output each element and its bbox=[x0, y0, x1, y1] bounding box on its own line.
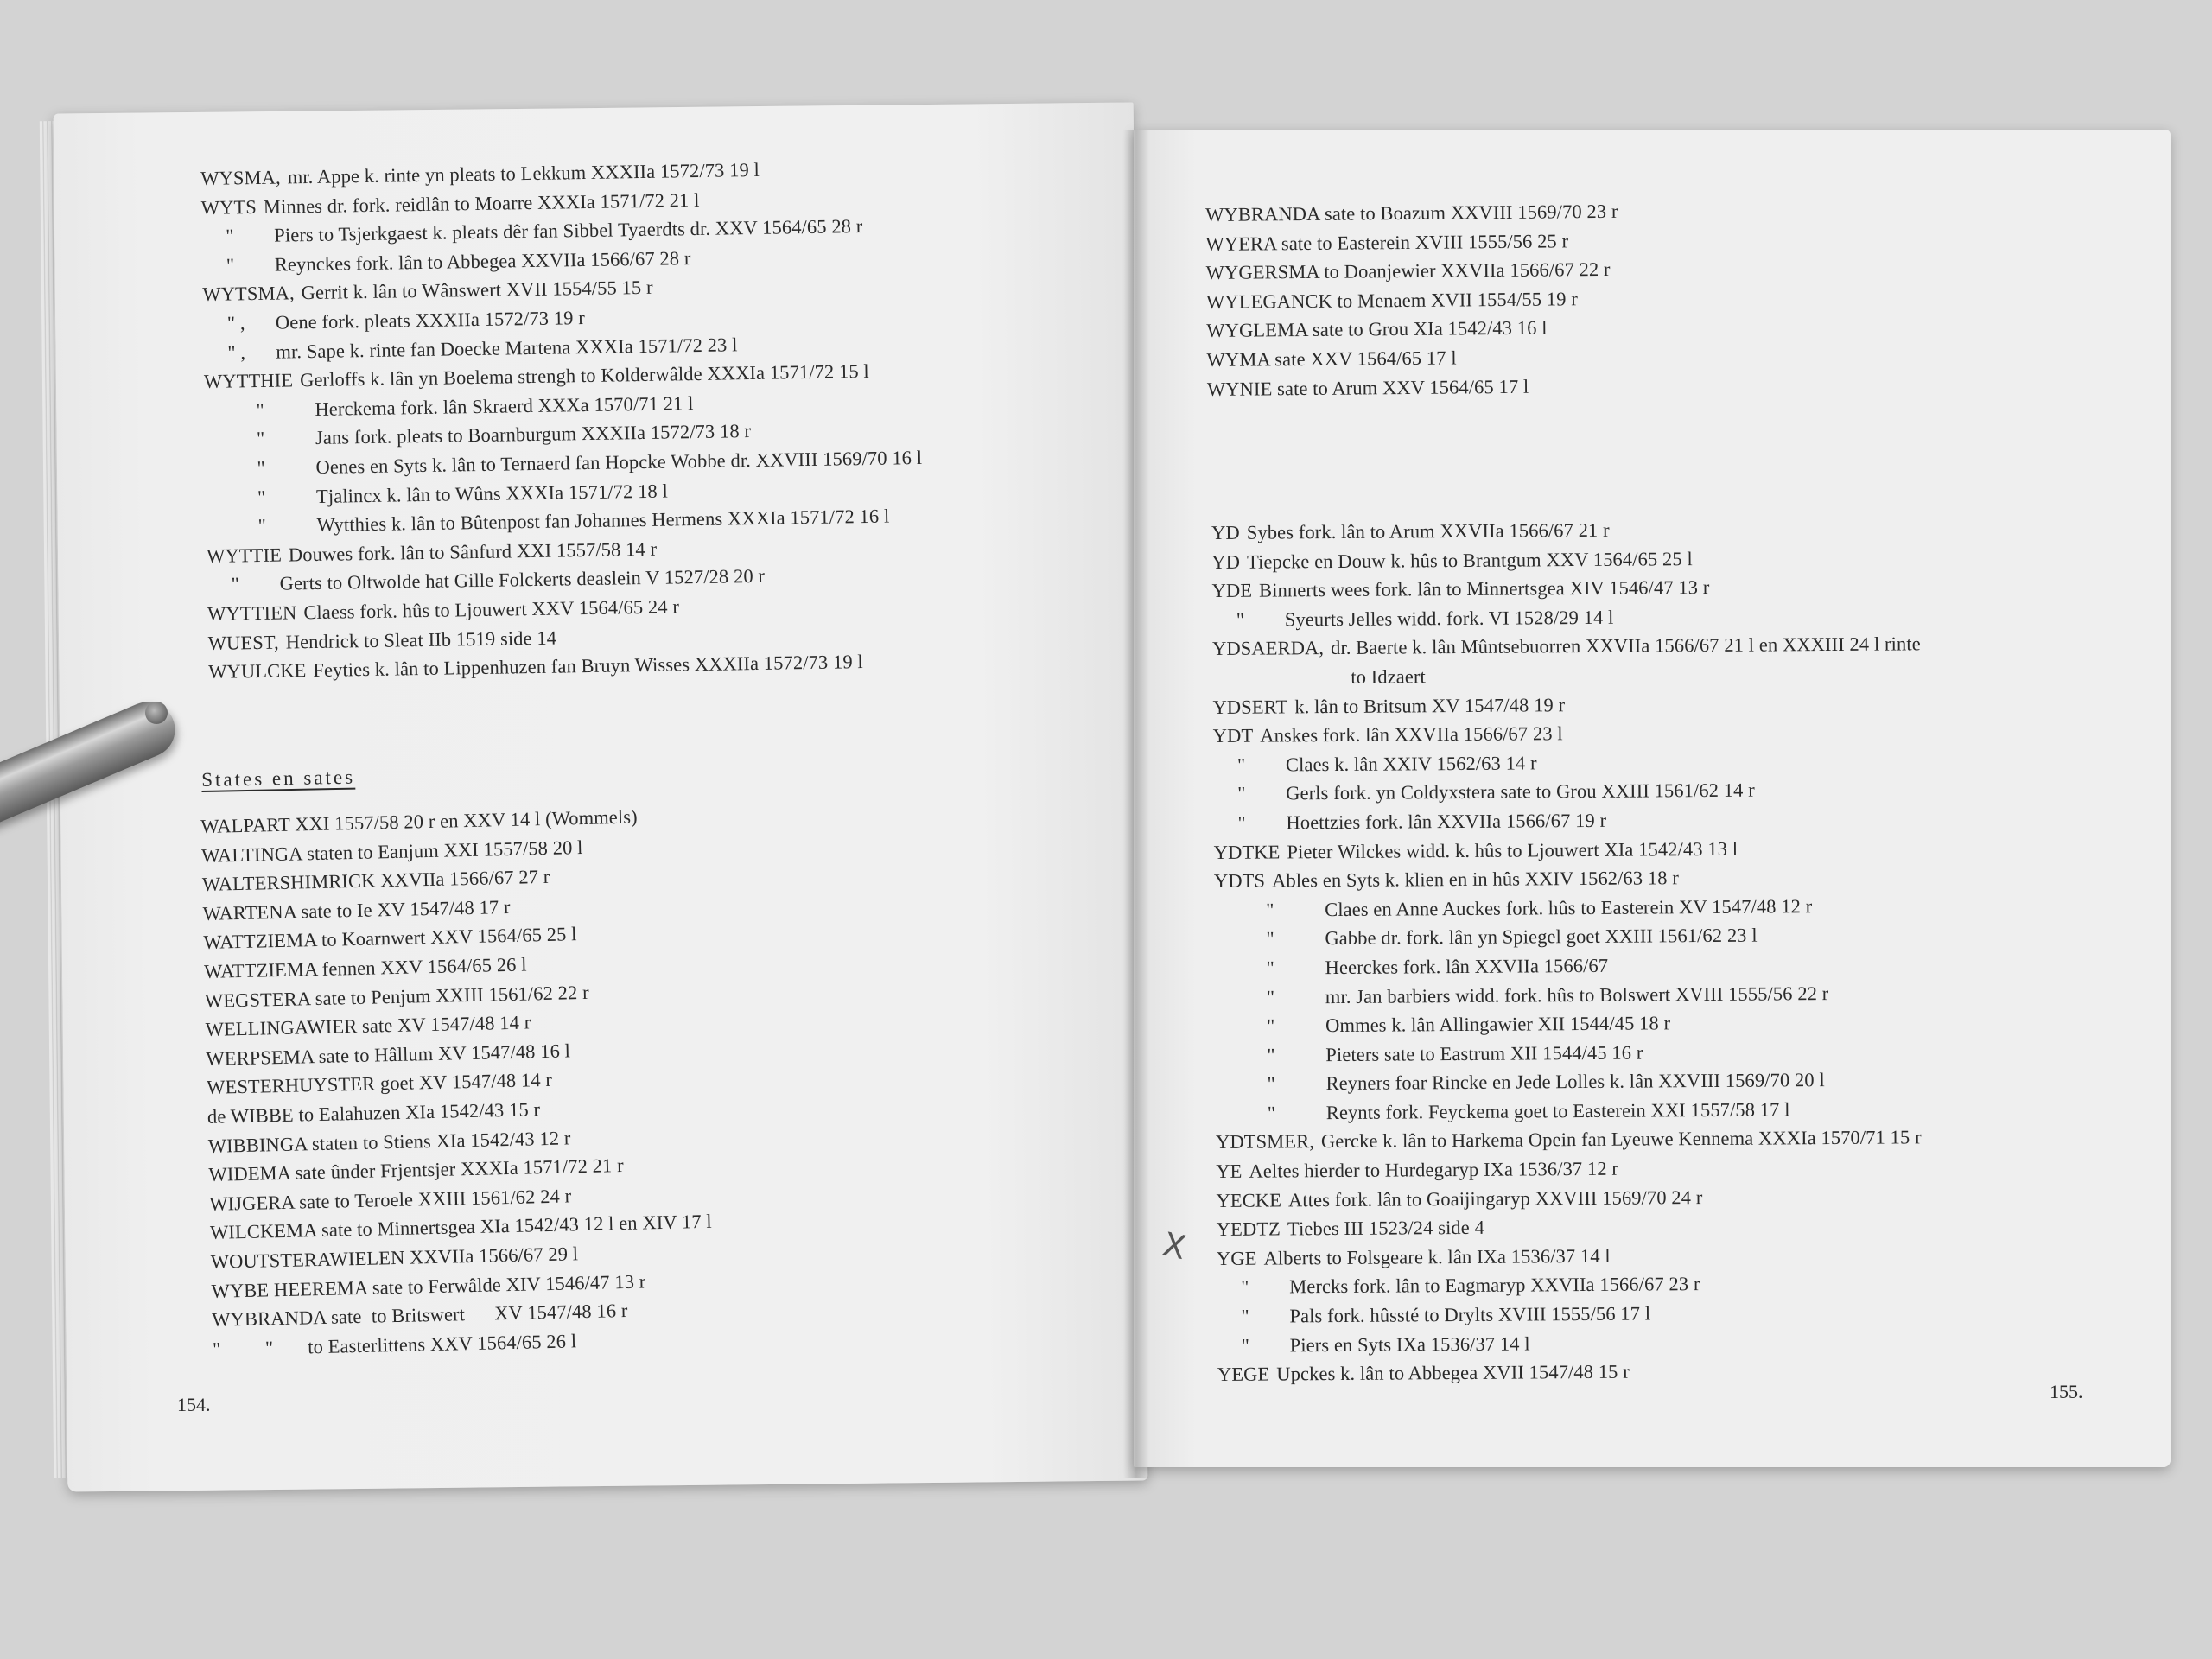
entry-text: Reyners foar Rincke en Jede Lolles k. lân XXVIII 1569/70 20 l bbox=[1325, 1069, 1825, 1095]
entry-name: " bbox=[1241, 1276, 1249, 1299]
entry-name: WYTTHIE bbox=[203, 369, 294, 393]
entry-name: YEDTZ bbox=[1216, 1217, 1281, 1241]
states-list bbox=[200, 801, 715, 1363]
entry-name: " bbox=[231, 573, 240, 595]
margin-x-mark: X bbox=[1159, 1224, 1190, 1268]
entry-name: WYTTIEN bbox=[207, 601, 297, 625]
entry-text: Attes fork. lân to Goaijingaryp XXVIII 1569/70 24 r bbox=[1287, 1185, 1703, 1211]
entry-name: " bbox=[256, 428, 265, 450]
entry-name: " bbox=[257, 456, 266, 479]
entry-line bbox=[1214, 891, 1923, 925]
entry-line bbox=[1214, 833, 1923, 867]
entry-name: YE bbox=[1216, 1160, 1243, 1183]
entry-text: Piers to Tsjerkgaest k. pleats dêr fan Sibbel Tyaerdts dr. XXV 1564/65 28 r bbox=[274, 215, 863, 246]
entry-line: WALTINGA staten to Eanjum XXI 1557/58 20 l bbox=[200, 836, 583, 867]
entry-line bbox=[1211, 571, 1920, 605]
section-heading: States en sates bbox=[201, 766, 356, 791]
entry-name: " bbox=[226, 254, 235, 276]
entry-text: Tjalincx k. lân to Wûns XXXIa 1571/72 18 l bbox=[315, 480, 669, 507]
left-page-entries bbox=[200, 153, 925, 687]
entry-name: YDSERT bbox=[1212, 695, 1288, 718]
entry-text: Alberts to Folsgeare k. lân IXa 1536/37 14 l bbox=[1263, 1244, 1611, 1269]
entry-line bbox=[1215, 978, 1923, 1012]
entry-line bbox=[1212, 601, 1921, 634]
entry-text: Syeurts Jelles widd. fork. VI 1528/29 14 l bbox=[1284, 606, 1614, 631]
entry-text: Minnes dr. fork. reidlân to Moarre XXXIa 1571/72 21 l bbox=[263, 188, 700, 218]
entry-name: WUEST, bbox=[207, 631, 279, 654]
page-number-left: 154. bbox=[177, 1394, 211, 1415]
entry-text: Tiebes III 1523/24 side 4 bbox=[1287, 1217, 1484, 1240]
entry-name: " bbox=[1267, 1044, 1275, 1066]
entry-line bbox=[1217, 1211, 1925, 1244]
entry-text: Gerloffs k. lân yn Boelema strengh to Kolderwâlde XXXIa 1571/72 15 l bbox=[299, 360, 869, 391]
entry-text: mr. Appe k. rinte yn pleats to Lekkum XXXIIa 1572/73 19 l bbox=[287, 158, 760, 188]
entry-text: Claes k. lân XXIV 1562/63 14 r bbox=[1285, 752, 1537, 776]
entry-name: YDTKE bbox=[1213, 840, 1281, 863]
entry-text: Oenes en Syts k. lân to Ternaerd fan Hopcke Wobbe dr. XXVIII 1569/70 16 l bbox=[315, 446, 923, 478]
entry-name: YDE bbox=[1211, 579, 1253, 602]
entry-text: Feyties k. lân to Lippenhuzen fan Bruyn Wisses XXXIIa 1572/73 19 l bbox=[313, 651, 863, 682]
entry-name: " bbox=[226, 225, 234, 247]
entry-line: WYGLEMA sate to Grou XIa 1542/43 16 l bbox=[1206, 316, 1548, 342]
entry-line: WYNIE sate to Arum XXV 1564/65 17 l bbox=[1206, 375, 1529, 400]
entry-name: " bbox=[1266, 927, 1274, 950]
entry-name: " bbox=[1236, 608, 1245, 631]
entry-text: Pieter Wilckes widd. k. hûs to Ljouwert XIa 1542/43 13 l bbox=[1287, 837, 1738, 862]
entry-line bbox=[1213, 775, 1922, 809]
entry-text: Claess fork. hûs to Ljouwert XXV 1564/65 24 r bbox=[303, 595, 680, 624]
entry-line: WELLINGAWIER sate XV 1547/48 14 r bbox=[205, 1011, 531, 1041]
entry-text: Anskes fork. lân XXVIIa 1566/67 23 l bbox=[1260, 722, 1563, 747]
entry-text: Gerts to Oltwolde hat Gille Folckerts deaslein V 1527/28 20 r bbox=[279, 565, 766, 594]
entry-name: " bbox=[1267, 1102, 1276, 1124]
entry-name: " , bbox=[226, 312, 245, 334]
entry-text: mr. Sape k. rinte fan Doecke Martena XXXIa 1571/72 23 l bbox=[276, 333, 738, 363]
entry-name: " bbox=[1241, 1334, 1250, 1357]
page-number-right: 155. bbox=[2050, 1381, 2083, 1402]
entry-text: Gerrit k. lân to Wânswert XVII 1554/55 15 r bbox=[301, 276, 653, 304]
entry-name: WYTTIE bbox=[206, 543, 283, 567]
entry-line bbox=[1215, 1007, 1923, 1040]
entry-line: WALTERSHIMRICK XXVIIa 1566/67 27 r bbox=[201, 866, 550, 896]
entry-line bbox=[1213, 716, 1922, 750]
entry-line: WYERA sate to Easterein XVIII 1555/56 25 r bbox=[1205, 229, 1569, 255]
entry-line: WYBRANDA sate to Boazum XXVIII 1569/70 23 r bbox=[1205, 200, 1618, 226]
entry-line bbox=[1212, 688, 1921, 721]
entry-line bbox=[1211, 513, 1920, 547]
entry-line: WEGSTERA sate to Penjum XXIII 1561/62 22 r bbox=[204, 981, 589, 1012]
right-page-entries bbox=[1211, 513, 1926, 1389]
entry-line bbox=[1214, 861, 1923, 895]
entry-line bbox=[1216, 1152, 1924, 1185]
entry-name: " bbox=[1266, 986, 1275, 1008]
entry-name: WYULCKE bbox=[208, 659, 307, 683]
entry-name: YGE bbox=[1216, 1247, 1257, 1269]
entry-line bbox=[1216, 1094, 1924, 1128]
entry-line: WOUTSTERAWIELEN XXVIIa 1566/67 29 l bbox=[210, 1243, 579, 1273]
entry-text: Sybes fork. lân to Arum XXVIIa 1566/67 21 r bbox=[1246, 518, 1610, 543]
entry-name: YDTSMER, bbox=[1215, 1130, 1315, 1154]
entry-text: Pals fork. hûssté to Drylts XVIII 1555/56 17 l bbox=[1289, 1302, 1651, 1327]
entry-text: Reynckes fork. lân to Abbegea XXVIIa 1566/67 28 r bbox=[274, 246, 691, 276]
entry-name: WYTSMA, bbox=[202, 282, 295, 306]
entry-name: YEGE bbox=[1217, 1363, 1270, 1386]
entry-name: WYTS bbox=[200, 195, 257, 219]
book-gutter bbox=[1123, 130, 1149, 1478]
entry-text: Heerckes fork. lân XXVIIa 1566/67 bbox=[1325, 954, 1609, 978]
entry-line: WATTZIEMA fennen XXV 1564/65 26 l bbox=[203, 953, 527, 982]
entry-name: " bbox=[257, 486, 266, 508]
entry-text: Binnerts wees fork. lân to Minnertsgea XIV 1546/47 13 r bbox=[1259, 576, 1710, 601]
entry-line: WYGERSMA to Doanjewier XXVIIa 1566/67 22 r bbox=[1205, 258, 1611, 284]
entry-line: WYLEGANCK to Menaem XVII 1554/55 19 r bbox=[1205, 288, 1578, 313]
entry-name: " bbox=[1266, 899, 1274, 921]
entry-name: " bbox=[1237, 811, 1246, 834]
entry-text: to Idzaert bbox=[1351, 665, 1426, 688]
entry-line: WATTZIEMA to Koarnwert XXV 1564/65 25 l bbox=[203, 923, 577, 954]
entry-name: " , bbox=[227, 340, 246, 364]
entry-text: k. lân to Britsum XV 1547/48 19 r bbox=[1294, 693, 1566, 717]
entry-line bbox=[1215, 1036, 1923, 1070]
entry-line: WYBE HEEREMA sate to Ferwâlde XIV 1546/47 13 r bbox=[211, 1269, 646, 1302]
entry-name: " bbox=[1237, 783, 1246, 805]
entry-name: " bbox=[1236, 753, 1246, 776]
entry-text: Ables en Syts k. klien en in hûs XXIV 1562/63 18 r bbox=[1271, 867, 1679, 892]
right-page-top-entries bbox=[1205, 197, 1619, 404]
entry-name: YDTS bbox=[1213, 869, 1266, 893]
entry-name: YECKE bbox=[1216, 1189, 1282, 1211]
entry-name: YD bbox=[1211, 550, 1241, 573]
entry-name: YD bbox=[1211, 521, 1240, 543]
entry-name: " bbox=[257, 514, 267, 537]
entry-name: YDSAERDA, bbox=[1211, 637, 1325, 660]
entry-line bbox=[1214, 920, 1923, 954]
entry-text: Tiepcke en Douw k. hûs to Brantgum XXV 1564/65 25 l bbox=[1246, 547, 1693, 573]
entry-text: Gercke k. lân to Harkema Opein fan Lyeuwe Kennema XXXIa 1570/71 15 r bbox=[1320, 1126, 1922, 1153]
entry-name: YDT bbox=[1212, 724, 1254, 747]
entry-line bbox=[1217, 1268, 1925, 1302]
entry-text: Hendrick to Sleat IIb 1519 side 14 bbox=[285, 626, 557, 653]
entry-name: " bbox=[1267, 1072, 1275, 1095]
entry-line: WILCKEMA sate to Minnertsgea XIa 1542/43 12 l en XIV 17 l bbox=[209, 1211, 712, 1244]
entry-text: Upckes k. lân to Abbegea XVII 1547/48 15 r bbox=[1276, 1360, 1630, 1385]
entry-line bbox=[1217, 1297, 1925, 1331]
entry-text: Mercks fork. lân to Eagmaryp XXVIIa 1566/67 23 r bbox=[1289, 1273, 1700, 1298]
entry-text: Jans fork. pleats to Boarnburgum XXXIIa 1572/73 18 r bbox=[315, 420, 752, 449]
entry-line: " " to Easterlittens XXV 1564/65 26 l bbox=[212, 1329, 577, 1360]
entry-text: Douwes fork. lân to Sânfurd XXI 1557/58 14 r bbox=[288, 537, 658, 566]
entry-name: " bbox=[1266, 957, 1275, 979]
entry-line: WARTENA sate to Ie XV 1547/48 17 r bbox=[202, 895, 511, 925]
entry-line: WALPART XXI 1557/58 20 r en XXV 14 l (Wommels) bbox=[200, 805, 638, 837]
entry-line bbox=[1211, 543, 1920, 576]
entry-line bbox=[1216, 1123, 1924, 1157]
entry-text: dr. Baerte k. lân Mûntsebuorren XXVIIa 1566/67 21 l en XXXIII 24 l rinte bbox=[1331, 632, 1921, 659]
entry-line: WIBBINGA staten to Stiens XIa 1542/43 12 r bbox=[207, 1126, 571, 1157]
entry-text: Gabbe dr. fork. lân yn Spiegel goet XXIII 1561/62 23 l bbox=[1325, 924, 1758, 950]
entry-text: Piers en Syts IXa 1536/37 14 l bbox=[1289, 1332, 1530, 1357]
entry-name: " bbox=[256, 398, 264, 421]
entry-line bbox=[1212, 658, 1921, 692]
entry-line bbox=[1217, 1326, 1926, 1360]
entry-text: mr. Jan barbiers widd. fork. hûs to Bolswert XVIII 1555/56 22 r bbox=[1325, 982, 1829, 1007]
entry-name: " bbox=[1241, 1305, 1249, 1327]
entry-text: Oene fork. pleats XXXIIa 1572/73 19 r bbox=[275, 307, 586, 334]
entry-line: WYBRANDA sate to Britswert XV 1547/48 16 r bbox=[212, 1300, 628, 1331]
entry-text: Herckema fork. lân Skraerd XXXa 1570/71 21 l bbox=[315, 391, 694, 420]
entry-line bbox=[1215, 949, 1923, 982]
entry-text: Aeltes hierder to Hurdegaryp IXa 1536/37 12 r bbox=[1249, 1157, 1619, 1182]
entry-text: Pieters sate to Eastrum XII 1544/45 16 r bbox=[1325, 1041, 1643, 1065]
entry-line: de WIBBE to Ealahuzen XIa 1542/43 15 r bbox=[207, 1098, 541, 1128]
entry-text: Claes en Anne Auckes fork. hûs to Easterein XV 1547/48 12 r bbox=[1325, 894, 1813, 920]
entry-line: WESTERHUYSTER goet XV 1547/48 14 r bbox=[206, 1069, 553, 1099]
entry-text: Ommes k. lân Allingawier XII 1544/45 18 r bbox=[1325, 1012, 1671, 1037]
entry-name: " bbox=[1267, 1014, 1275, 1037]
entry-line bbox=[1213, 746, 1922, 779]
entry-line bbox=[1215, 1065, 1923, 1099]
entry-line bbox=[1212, 630, 1921, 664]
entry-text: Gerls fork. yn Coldyxstera sate to Grou XXIII 1561/62 14 r bbox=[1286, 779, 1755, 804]
pen-tip bbox=[145, 702, 168, 724]
entry-line: WIDEMA sate ûnder Frjentsjer XXXIa 1571/72 21 r bbox=[208, 1154, 624, 1186]
entry-line bbox=[1216, 1181, 1924, 1215]
entry-line bbox=[1217, 1239, 1925, 1273]
entry-text: Reynts fork. Feyckema goet to Easterein XXI 1557/58 17 l bbox=[1325, 1098, 1790, 1123]
entry-text: Hoettzies fork. lân XXVIIa 1566/67 19 r bbox=[1286, 809, 1607, 834]
entry-line: WYMA sate XXV 1564/65 17 l bbox=[1206, 346, 1457, 371]
entry-name: WYSMA, bbox=[200, 166, 281, 189]
entry-line: WERPSEMA sate to Hâllum XV 1547/48 16 l bbox=[206, 1039, 571, 1070]
entry-line bbox=[1217, 1355, 1926, 1389]
entry-line: WIJGERA sate to Teroele XXIII 1561/62 24 r bbox=[208, 1185, 572, 1215]
entry-text: Wytthies k. lân to Bûtenpost fan Johannes Hermens XXXIa 1571/72 16 l bbox=[316, 505, 890, 537]
entry-line bbox=[1213, 804, 1922, 837]
